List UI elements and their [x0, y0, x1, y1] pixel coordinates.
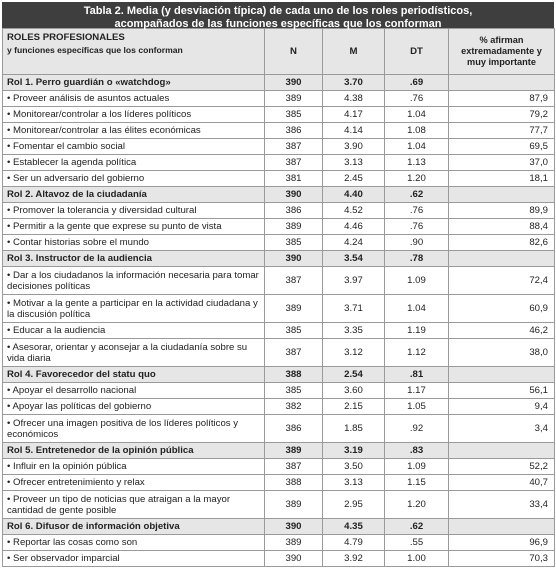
cell-percent: 77,7 [449, 123, 555, 139]
role-row [3, 187, 555, 203]
cell-dt: 1.15 [385, 475, 449, 491]
cell-dt: .78 [385, 251, 449, 267]
function-row [3, 123, 555, 139]
cell-m: 4.40 [323, 187, 385, 203]
table-figure [2, 2, 554, 570]
cell-dt: 1.04 [385, 107, 449, 123]
row-label: • Apoyar las políticas del gobierno [3, 399, 265, 415]
cell-m: 4.52 [323, 203, 385, 219]
row-label: Rol 6. Difusor de información objetiva [3, 519, 265, 535]
cell-percent: 56,1 [449, 383, 555, 399]
role-row [3, 519, 555, 535]
cell-n: 389 [265, 219, 323, 235]
role-row [3, 251, 555, 267]
cell-n: 389 [265, 535, 323, 551]
row-label: Rol 3. Instructor de la audiencia [3, 251, 265, 267]
header-roles-title: ROLES PROFESIONALES [7, 32, 125, 43]
function-row [3, 267, 555, 295]
role-row [3, 443, 555, 459]
function-row [3, 323, 555, 339]
row-label: • Monitorear/controlar a los líderes políticos [3, 107, 265, 123]
row-label: Rol 4. Favorecedor del statu quo [3, 367, 265, 383]
cell-n: 389 [265, 295, 323, 323]
cell-m: 4.24 [323, 235, 385, 251]
cell-n: 386 [265, 203, 323, 219]
roles-table [2, 28, 555, 567]
table-body [3, 75, 555, 567]
cell-m: 3.35 [323, 323, 385, 339]
cell-n: 388 [265, 475, 323, 491]
cell-n: 385 [265, 107, 323, 123]
cell-percent: 72,4 [449, 267, 555, 295]
cell-n: 390 [265, 551, 323, 567]
row-label: • Permitir a la gente que exprese su punto de vista [3, 219, 265, 235]
cell-n: 387 [265, 155, 323, 171]
cell-percent: 9,4 [449, 399, 555, 415]
row-label: • Ser observador imparcial [3, 551, 265, 567]
function-row [3, 155, 555, 171]
title-line-1: Tabla 2. Media (y desviación típica) de cada uno de los roles periodísticos, [83, 5, 473, 17]
cell-m: 4.35 [323, 519, 385, 535]
cell-percent [449, 367, 555, 383]
row-label: • Dar a los ciudadanos la información necesaria para tomar decisiones políticas [3, 267, 265, 295]
function-row [3, 219, 555, 235]
cell-m: 4.46 [323, 219, 385, 235]
row-label: • Monitorear/controlar a las élites económicas [3, 123, 265, 139]
cell-percent [449, 187, 555, 203]
header-m: M [323, 29, 385, 75]
function-row [3, 339, 555, 367]
header-percent: % afirman extremadamente y muy importante [449, 29, 555, 75]
cell-dt: .55 [385, 535, 449, 551]
cell-m: 3.97 [323, 267, 385, 295]
cell-dt: 1.00 [385, 551, 449, 567]
cell-percent [449, 251, 555, 267]
row-label: • Proveer análisis de asuntos actuales [3, 91, 265, 107]
cell-dt: 1.13 [385, 155, 449, 171]
cell-m: 2.45 [323, 171, 385, 187]
function-row [3, 399, 555, 415]
cell-percent: 96,9 [449, 535, 555, 551]
cell-dt: 1.04 [385, 295, 449, 323]
cell-n: 381 [265, 171, 323, 187]
row-label: • Influir en la opinión pública [3, 459, 265, 475]
cell-n: 389 [265, 443, 323, 459]
cell-dt: .76 [385, 203, 449, 219]
row-label: • Asesorar, orientar y aconsejar a la ciudadanía sobre su vida diaria [3, 339, 265, 367]
cell-dt: 1.08 [385, 123, 449, 139]
cell-percent: 87,9 [449, 91, 555, 107]
function-row [3, 491, 555, 519]
cell-m: 3.60 [323, 383, 385, 399]
cell-dt: .90 [385, 235, 449, 251]
row-label: • Ofrecer una imagen positiva de los líderes políticos y económicos [3, 415, 265, 443]
cell-m: 4.38 [323, 91, 385, 107]
cell-n: 387 [265, 459, 323, 475]
cell-dt: 1.05 [385, 399, 449, 415]
row-label: • Motivar a la gente a participar en la actividad ciudadana y la discusión política [3, 295, 265, 323]
cell-m: 1.85 [323, 415, 385, 443]
cell-n: 385 [265, 323, 323, 339]
role-row [3, 367, 555, 383]
cell-m: 3.13 [323, 155, 385, 171]
cell-m: 3.12 [323, 339, 385, 367]
cell-m: 2.95 [323, 491, 385, 519]
cell-percent: 52,2 [449, 459, 555, 475]
function-row [3, 171, 555, 187]
function-row [3, 551, 555, 567]
row-label: • Reportar las cosas como son [3, 535, 265, 551]
cell-percent: 88,4 [449, 219, 555, 235]
cell-dt: 1.09 [385, 267, 449, 295]
cell-percent: 38,0 [449, 339, 555, 367]
function-row [3, 535, 555, 551]
row-label: • Promover la tolerancia y diversidad cultural [3, 203, 265, 219]
title-line-2: acompañados de las funciones específicas que los conforman [114, 18, 442, 30]
row-label: • Ofrecer entretenimiento y relax [3, 475, 265, 491]
cell-n: 386 [265, 415, 323, 443]
cell-n: 385 [265, 383, 323, 399]
cell-m: 3.70 [323, 75, 385, 91]
header-roles-subtitle: y funciones específicas que los conforman [7, 45, 183, 55]
cell-dt: .83 [385, 443, 449, 459]
cell-n: 387 [265, 139, 323, 155]
cell-dt: 1.04 [385, 139, 449, 155]
cell-percent [449, 519, 555, 535]
header-roles [3, 29, 265, 75]
cell-m: 3.13 [323, 475, 385, 491]
cell-m: 3.19 [323, 443, 385, 459]
cell-dt: 1.19 [385, 323, 449, 339]
function-row [3, 235, 555, 251]
cell-n: 389 [265, 91, 323, 107]
cell-dt: .62 [385, 519, 449, 535]
cell-dt: 1.12 [385, 339, 449, 367]
cell-percent: 3,4 [449, 415, 555, 443]
row-label: Rol 5. Entretenedor de la opinión pública [3, 443, 265, 459]
cell-percent [449, 443, 555, 459]
role-row [3, 75, 555, 91]
cell-dt: .76 [385, 91, 449, 107]
function-row [3, 459, 555, 475]
row-label: • Fomentar el cambio social [3, 139, 265, 155]
cell-percent: 79,2 [449, 107, 555, 123]
cell-dt: .69 [385, 75, 449, 91]
row-label: Rol 1. Perro guardián o «watchdog» [3, 75, 265, 91]
function-row [3, 139, 555, 155]
cell-percent: 70,3 [449, 551, 555, 567]
row-label: • Proveer un tipo de noticias que atraigan a la mayor cantidad de gente posible [3, 491, 265, 519]
cell-percent [449, 75, 555, 91]
cell-n: 385 [265, 235, 323, 251]
cell-n: 387 [265, 267, 323, 295]
row-label: • Contar historias sobre el mundo [3, 235, 265, 251]
function-row [3, 415, 555, 443]
row-label: • Apoyar el desarrollo nacional [3, 383, 265, 399]
cell-m: 3.92 [323, 551, 385, 567]
cell-n: 390 [265, 519, 323, 535]
cell-dt: 1.20 [385, 491, 449, 519]
cell-m: 3.50 [323, 459, 385, 475]
function-row [3, 203, 555, 219]
cell-percent: 46,2 [449, 323, 555, 339]
cell-dt: 1.20 [385, 171, 449, 187]
cell-n: 382 [265, 399, 323, 415]
cell-dt: .62 [385, 187, 449, 203]
cell-dt: .76 [385, 219, 449, 235]
cell-dt: .81 [385, 367, 449, 383]
header-dt: DT [385, 29, 449, 75]
cell-dt: .92 [385, 415, 449, 443]
cell-m: 3.71 [323, 295, 385, 323]
cell-n: 390 [265, 187, 323, 203]
row-label: • Educar a la audiencia [3, 323, 265, 339]
cell-percent: 89,9 [449, 203, 555, 219]
cell-n: 386 [265, 123, 323, 139]
cell-percent: 33,4 [449, 491, 555, 519]
header-n: N [265, 29, 323, 75]
function-row [3, 475, 555, 491]
cell-m: 4.79 [323, 535, 385, 551]
cell-dt: 1.17 [385, 383, 449, 399]
cell-n: 389 [265, 491, 323, 519]
header-row [3, 29, 555, 75]
row-label: • Ser un adversario del gobierno [3, 171, 265, 187]
cell-m: 4.17 [323, 107, 385, 123]
function-row [3, 91, 555, 107]
row-label: • Establecer la agenda política [3, 155, 265, 171]
cell-percent: 60,9 [449, 295, 555, 323]
cell-percent: 40,7 [449, 475, 555, 491]
cell-percent: 18,1 [449, 171, 555, 187]
cell-n: 390 [265, 75, 323, 91]
function-row [3, 295, 555, 323]
cell-percent: 37,0 [449, 155, 555, 171]
row-label: Rol 2. Altavoz de la ciudadanía [3, 187, 265, 203]
cell-m: 3.90 [323, 139, 385, 155]
cell-n: 390 [265, 251, 323, 267]
cell-percent: 69,5 [449, 139, 555, 155]
cell-n: 387 [265, 339, 323, 367]
table-title [2, 2, 554, 28]
function-row [3, 107, 555, 123]
cell-m: 4.14 [323, 123, 385, 139]
cell-dt: 1.09 [385, 459, 449, 475]
cell-percent: 82,6 [449, 235, 555, 251]
cell-m: 3.54 [323, 251, 385, 267]
cell-n: 388 [265, 367, 323, 383]
function-row [3, 383, 555, 399]
cell-m: 2.15 [323, 399, 385, 415]
cell-m: 2.54 [323, 367, 385, 383]
